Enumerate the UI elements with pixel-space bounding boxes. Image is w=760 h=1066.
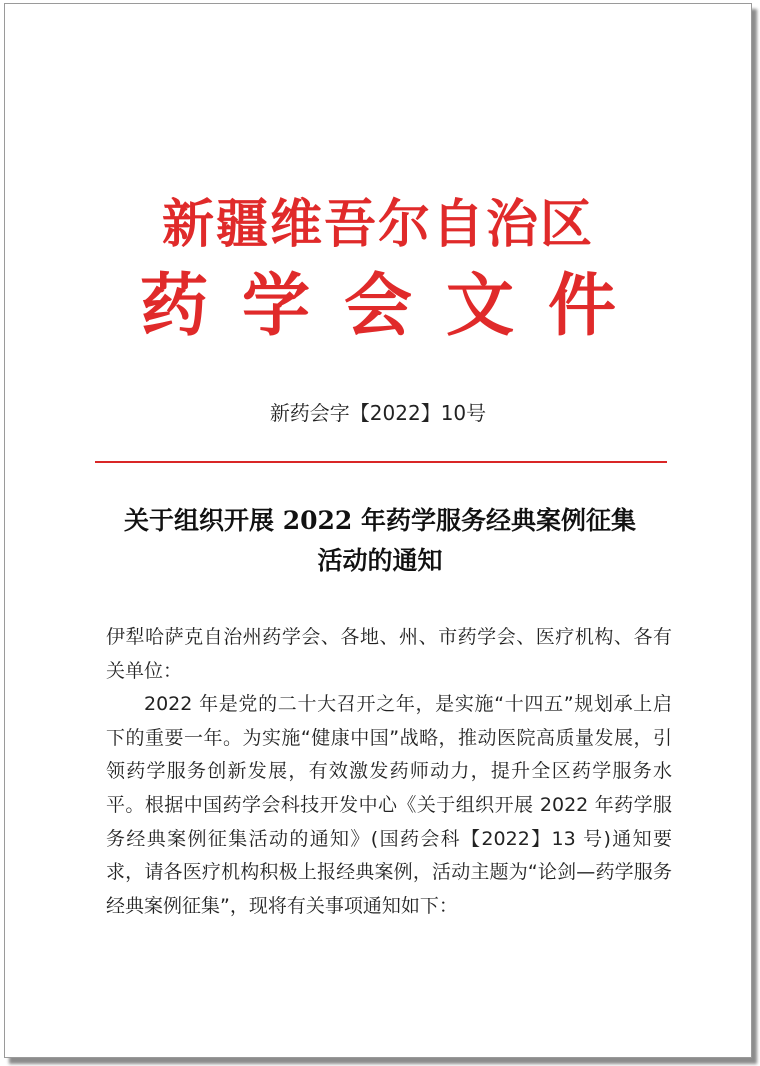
document-type-heading: 药学会文件 <box>139 266 650 346</box>
document-number: 新药会字【2022】10号 <box>269 401 487 425</box>
issuer-name: 新疆维吾尔自治区 <box>161 194 594 255</box>
notice-title-line2: 活动的通知 <box>317 546 443 575</box>
addressee-line: 伊犁哈萨克自治州药学会、各地、州、市药学会、医疗机构、各有关单位： <box>106 626 672 682</box>
red-divider-line <box>95 461 667 463</box>
notice-title-line1: 关于组织开展 2022 年药学服务经典案例征集 <box>124 506 636 535</box>
body-paragraph-1: 2022 年是党的二十大召开之年，是实施“十四五”规划承上启下的重要一年。为实施“健康中国”战略，推动医院高质量发展，引领药学服务创新发展，有效激发药师动力，提升全区药学服务水平。根据中国药学会科技开发中心《关于组织开展 2022 年药学服务经典案例征集活动的通知》(国药会科【2022】13 号)通知要求，请各医疗机构积极上报经典案例，活动主题为“论剑—药学服务经典案例征集”，现将有关事项通知如下： <box>106 693 672 917</box>
notice-body <box>106 621 672 923</box>
document-page <box>4 3 752 1058</box>
notice-title <box>65 501 695 581</box>
